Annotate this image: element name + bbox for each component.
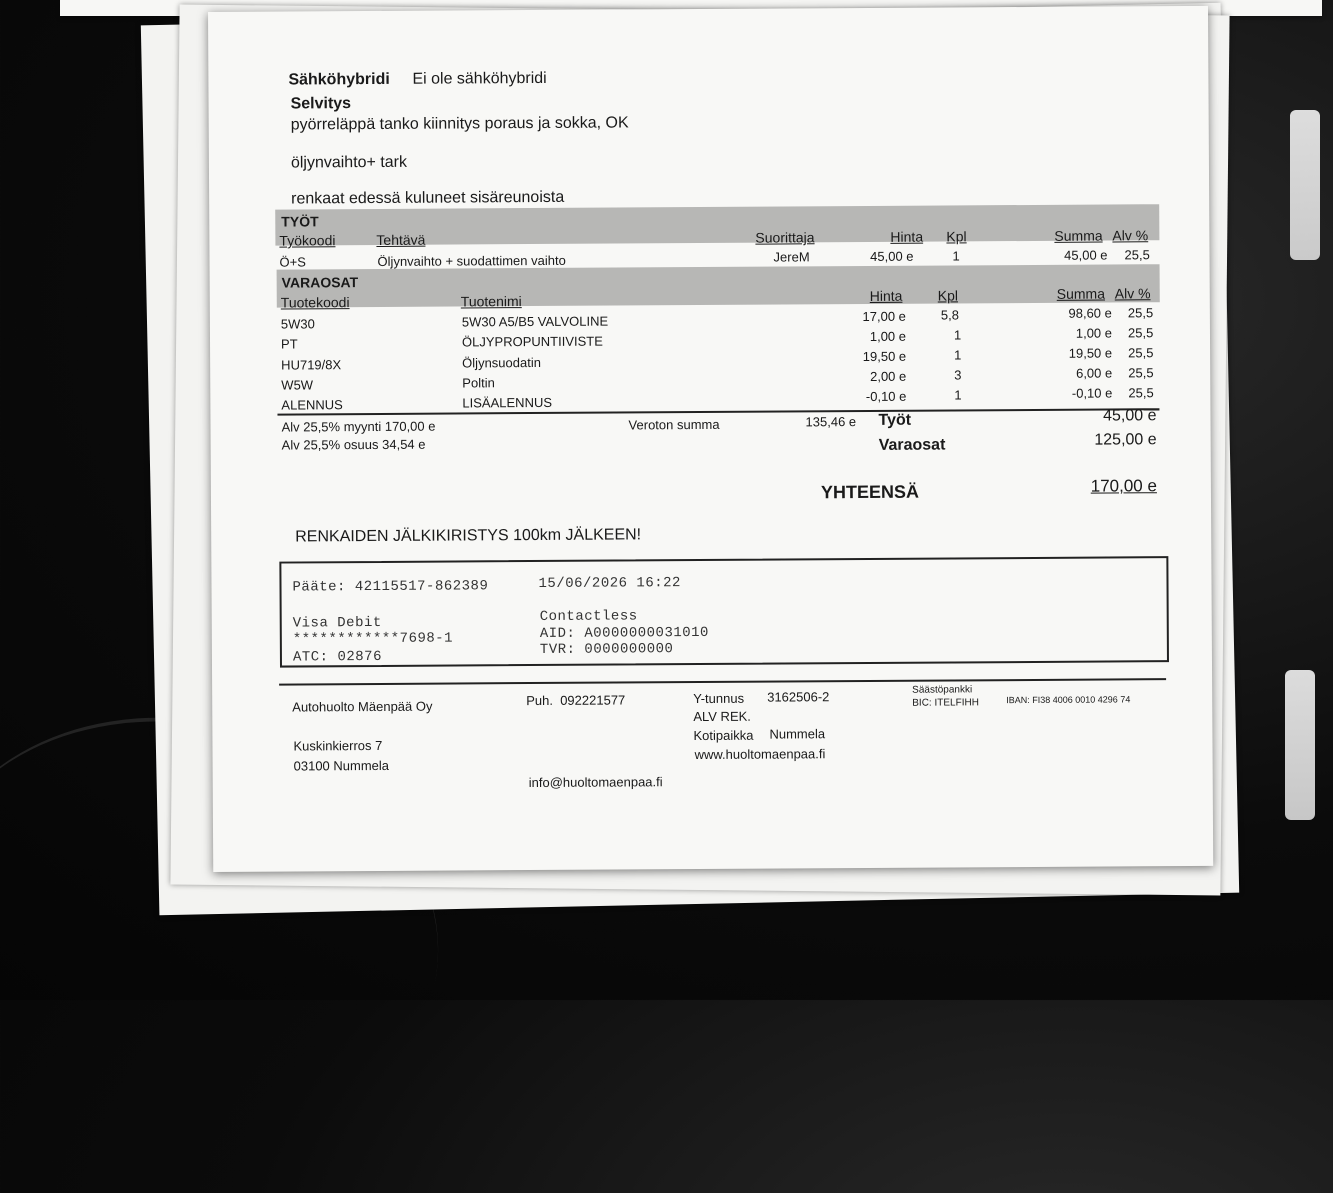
domicile-label: Kotipaikka (693, 727, 754, 744)
aid-code: AID: A0000000031010 (539, 624, 709, 642)
tvr-code: TVR: 0000000000 (539, 641, 674, 658)
note-line: pyörreläppä tanko kiinnitys poraus ja sokka, OK (290, 114, 629, 134)
footer-divider (279, 678, 1166, 685)
parts-cell-price: -0,10 e (865, 388, 907, 404)
parts-cell-name: Poltin (462, 375, 495, 391)
note-line: öljynvaihto+ tark (290, 153, 408, 172)
parts-cell-qty: 5,8 (940, 307, 959, 323)
labour-col-header: Kpl (946, 228, 967, 245)
labour-col-header: Työkoodi (279, 232, 336, 249)
parts-cell-code: PT (280, 336, 298, 352)
parts-cell-vat: 25,5 (1128, 385, 1154, 401)
company-street: Kuskinkierros 7 (293, 737, 383, 754)
tyre-notice: RENKAIDEN JÄLKIKIRISTYS 100km JÄLKEEN! (295, 526, 642, 546)
labour-cell-sum: 45,00 e (1064, 247, 1108, 263)
parts-cell-vat: 25,5 (1127, 305, 1154, 321)
parts-total-label: Varaosat (878, 436, 946, 454)
parts-section-title: VARAOSAT (281, 274, 359, 291)
bank-iban: IBAN: FI38 4006 0010 4296 74 (1006, 694, 1131, 706)
parts-col-header: Hinta (869, 287, 903, 304)
parts-cell-sum: 6,00 e (1076, 365, 1113, 381)
parts-cell-sum: -0,10 e (1071, 385, 1113, 401)
company-city: 03100 Nummela (293, 757, 390, 774)
parts-cell-code: HU719/8X (281, 357, 342, 373)
labour-total-label: Työt (878, 411, 912, 429)
parts-cell-sum: 98,60 e (1068, 305, 1112, 321)
payment-datetime: 15/06/2026 16:22 (538, 575, 681, 592)
vat-registry: ALV REK. (693, 708, 751, 725)
parts-col-header: Kpl (937, 287, 959, 304)
parts-cell-price: 19,50 e (862, 348, 907, 365)
parts-cell-code: ALENNUS (281, 397, 343, 413)
parts-col-header: Tuotekoodi (280, 294, 350, 311)
vat-sales: Alv 25,5% myynti 170,00 e (281, 418, 436, 435)
net-sum-value: 135,46 e (805, 414, 857, 430)
parts-total-value: 125,00 e (1094, 431, 1157, 449)
parts-cell-sum: 19,50 e (1068, 345, 1113, 361)
invoice-page (208, 6, 1213, 872)
light-glare (1290, 110, 1320, 260)
parts-cell-name: Öljynsuodatin (462, 354, 541, 371)
labour-cell-vat: 25,5 (1124, 247, 1150, 263)
parts-cell-qty: 1 (953, 327, 962, 343)
bank-bic: BIC: ITELFIHH (912, 697, 979, 709)
note-line: renkaat edessä kuluneet sisäreunoista (291, 188, 565, 208)
labour-col-header: Summa (1054, 227, 1103, 244)
parts-cell-vat: 25,5 (1128, 345, 1154, 361)
vat-share: Alv 25,5% osuus 34,54 e (281, 436, 426, 453)
parts-cell-code: W5W (281, 377, 314, 393)
labour-col-header: Hinta (890, 228, 924, 245)
labour-section-title: TYÖT (281, 213, 319, 230)
parts-cell-sum: 1,00 e (1075, 325, 1113, 341)
parts-cell-name: 5W30 A5/B5 VALVOLINE (461, 313, 609, 330)
hybrid-value: Ei ole sähköhybridi (412, 69, 547, 88)
labour-cell-qty: 1 (952, 248, 960, 264)
card-receipt-box (279, 556, 1169, 667)
parts-col-header: Alv % (1114, 285, 1151, 302)
totals-divider (277, 408, 1159, 415)
labour-cell-task: Öljynvaihto + suodattimen vaihto (377, 252, 566, 269)
company-name: Autohuolto Mäenpää Oy (292, 698, 433, 715)
parts-cell-name: LISÄALENNUS (462, 394, 553, 411)
labour-cell-code: Ö+S (279, 254, 306, 270)
parts-cell-vat: 25,5 (1127, 325, 1154, 341)
payment-method: Contactless (539, 608, 638, 625)
grand-total-value: 170,00 e (1090, 476, 1157, 496)
parts-cell-vat: 25,5 (1128, 365, 1154, 381)
hybrid-label: Sähköhybridi (288, 70, 390, 89)
terminal-id: Pääte: 42115517-862389 (292, 578, 489, 596)
card-type: Visa Debit (292, 614, 382, 632)
labour-cell-price: 45,00 e (870, 248, 914, 264)
labour-col-header: Tehtävä (376, 231, 426, 248)
business-id: 3162506-2 (767, 689, 830, 705)
parts-col-header: Summa (1056, 285, 1106, 302)
business-id-label: Y-tunnus (693, 690, 745, 707)
company-phone: Puh. 092221577 (526, 692, 626, 709)
labour-col-header: Suorittaja (755, 229, 815, 246)
net-sum-label: Veroton summa (628, 416, 720, 433)
parts-cell-qty: 3 (954, 367, 962, 383)
parts-cell-code: 5W30 (280, 316, 315, 332)
parts-cell-price: 2,00 e (870, 368, 907, 384)
company-email: info@huoltomaenpaa.fi (528, 774, 663, 791)
labour-cell-performer: JereM (773, 249, 810, 265)
company-website: www.huoltomaenpaa.fi (694, 746, 826, 763)
parts-col-header: Tuotenimi (460, 293, 522, 310)
parts-cell-price: 17,00 e (862, 308, 906, 325)
labour-total-value: 45,00 e (1103, 407, 1157, 425)
labour-col-header: Alv % (1112, 227, 1149, 244)
card-number: ************7698-1 (292, 630, 454, 648)
parts-cell-name: ÖLJYPROPUNTIIVISTE (461, 333, 603, 350)
domicile: Nummela (769, 726, 826, 742)
light-glare (1285, 670, 1315, 820)
explanation-label: Selvitys (290, 95, 352, 113)
parts-cell-price: 1,00 e (869, 328, 907, 344)
grand-total-label: YHTEENSÄ (820, 481, 920, 503)
bank-name: Säästöpankki (912, 684, 973, 696)
parts-cell-qty: 1 (954, 387, 962, 403)
parts-header-band (277, 264, 1160, 310)
atc-code: ATC: 02876 (292, 648, 383, 666)
parts-cell-qty: 1 (954, 347, 962, 363)
